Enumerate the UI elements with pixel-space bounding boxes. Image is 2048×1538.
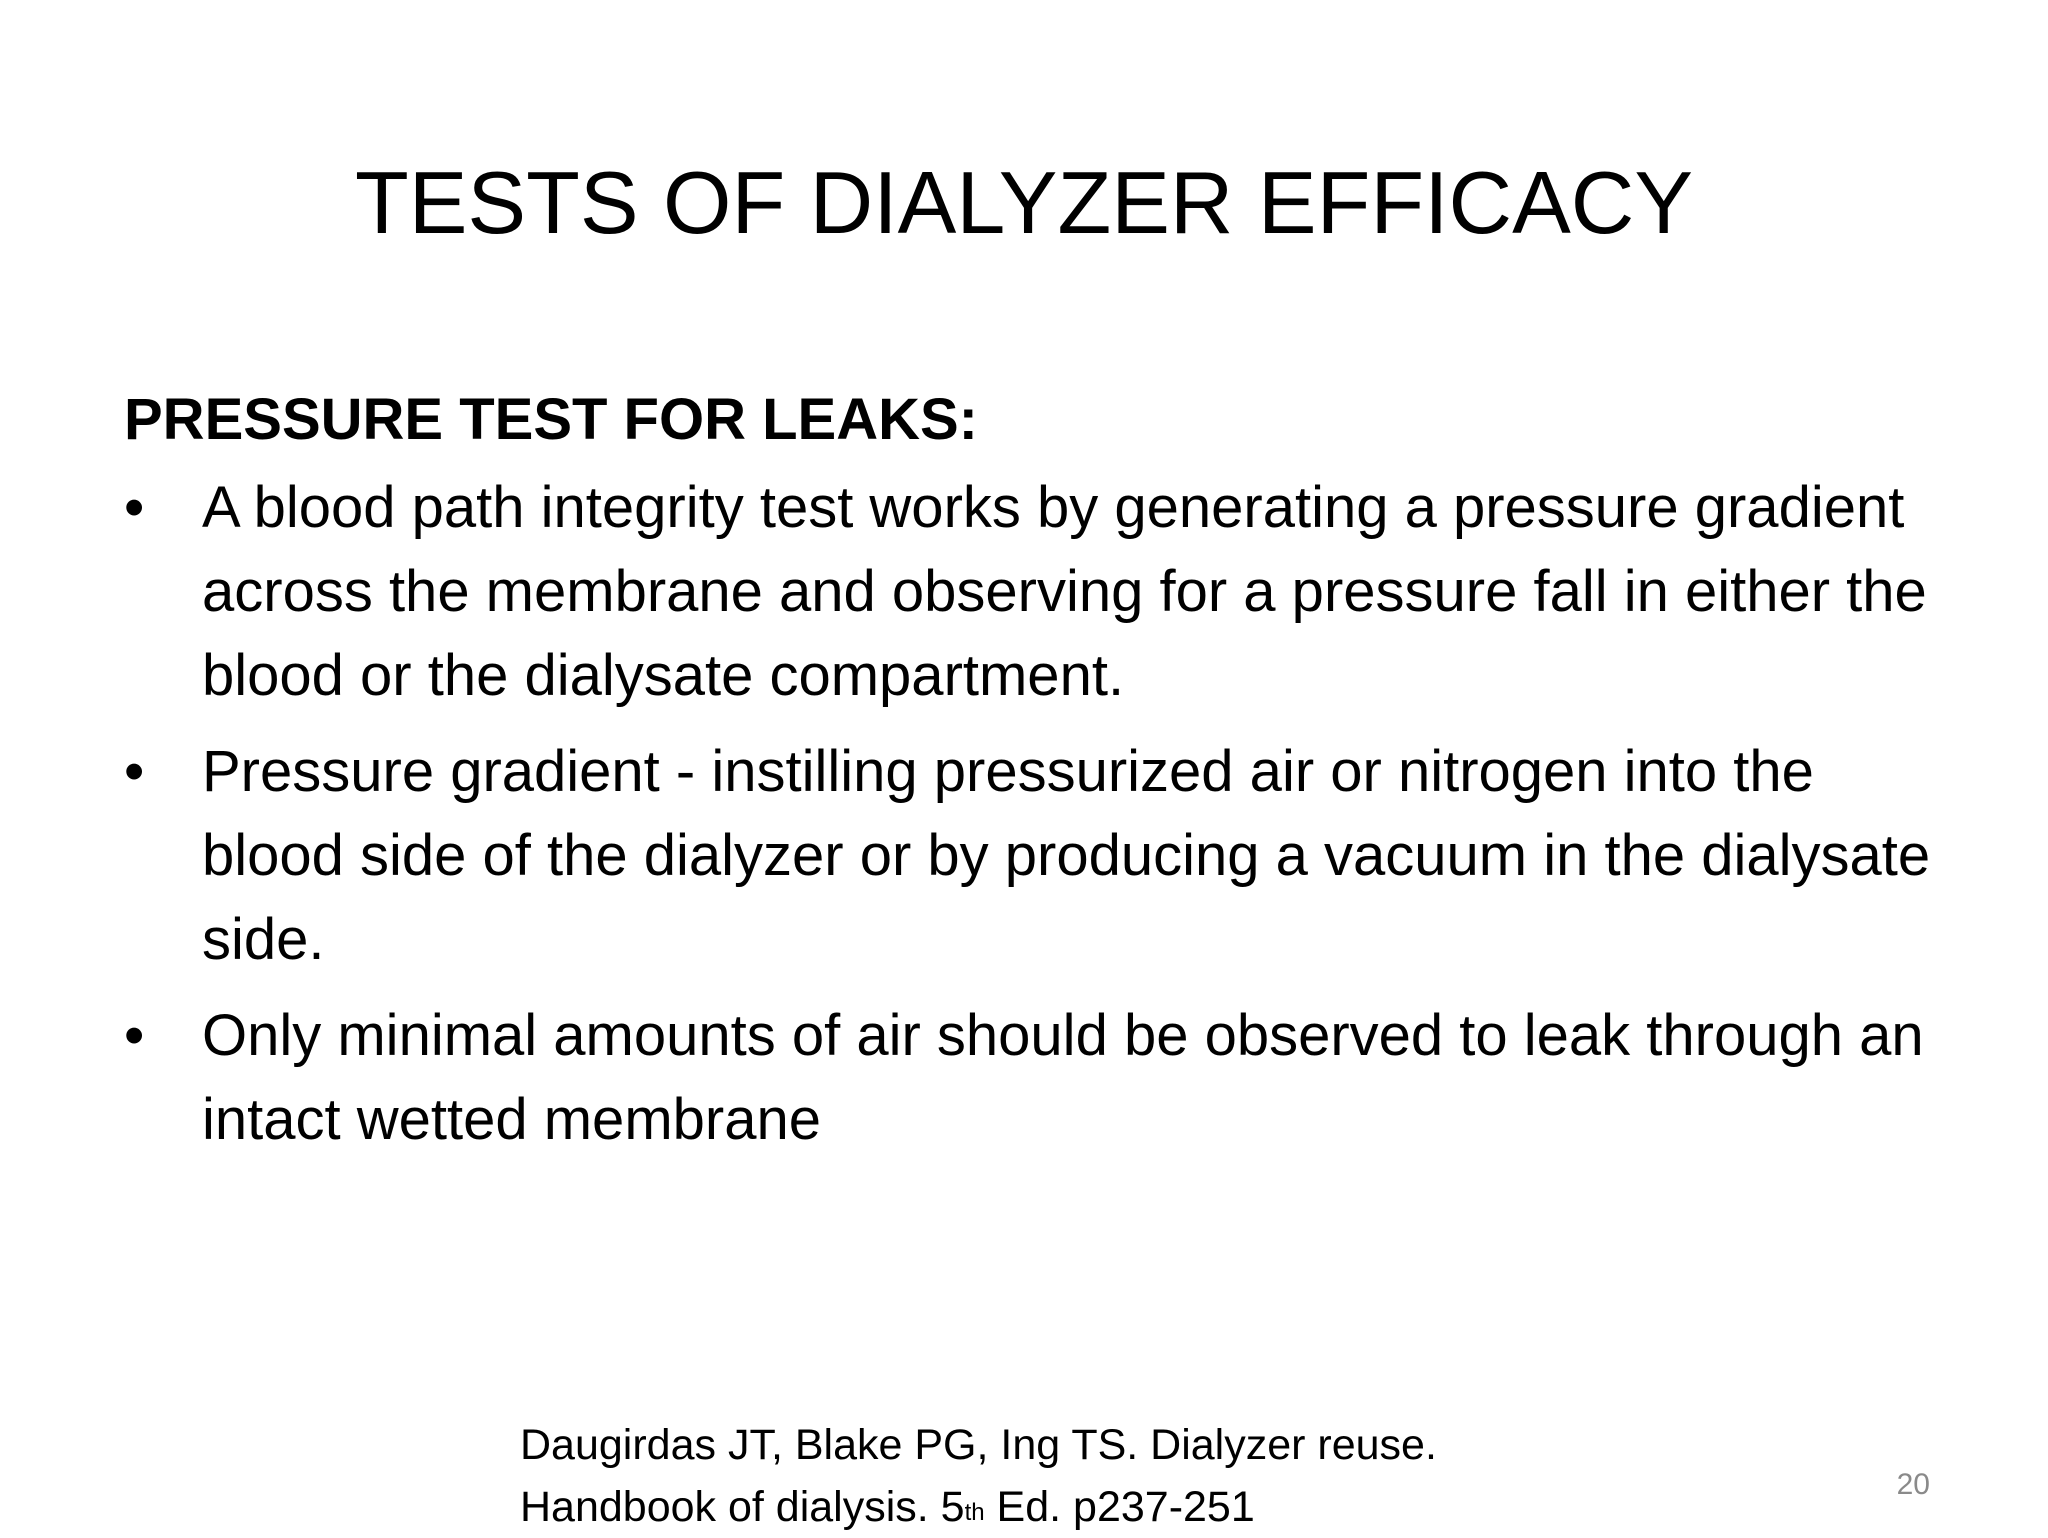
slide-body	[124, 378, 1964, 1174]
bullet-item	[124, 466, 1964, 718]
reference-line-2	[520, 1476, 1437, 1538]
reference-line-1: Daugirdas JT, Blake PG, Ing TS. Dialyzer reuse.	[520, 1421, 1437, 1469]
bullet-item	[124, 730, 1964, 982]
bullet-text: Pressure gradient - instilling pressurized air or nitrogen into the blood side of the dialyzer or by producing a vacuum in the dialysate side.	[202, 739, 1931, 972]
slide-title: TESTS OF DIALYZER EFFICACY	[354, 153, 1694, 252]
bullet-text: Only minimal amounts of air should be observed to leak through an intact wetted membrane	[202, 1003, 1924, 1152]
bullet-icon: •	[124, 475, 145, 540]
reference-line-2-prefix: Handbook of dialysis. 5	[520, 1483, 965, 1531]
bullet-item	[124, 994, 1964, 1162]
bullet-list	[124, 466, 1964, 1162]
reference-line-2-suffix: Ed. p237-251	[984, 1483, 1255, 1531]
reference-superscript: th	[964, 1499, 985, 1526]
reference-citation	[520, 1414, 1437, 1538]
bullet-icon: •	[124, 1003, 145, 1068]
section-heading: PRESSURE TEST FOR LEAKS:	[124, 387, 978, 452]
page-number: 20	[1896, 1468, 1930, 1501]
bullet-text: A blood path integrity test works by generating a pressure gradient across the membrane and observing for a pressure fall in either the blood or the dialysate compartment.	[202, 475, 1927, 708]
bullet-icon: •	[124, 739, 145, 804]
